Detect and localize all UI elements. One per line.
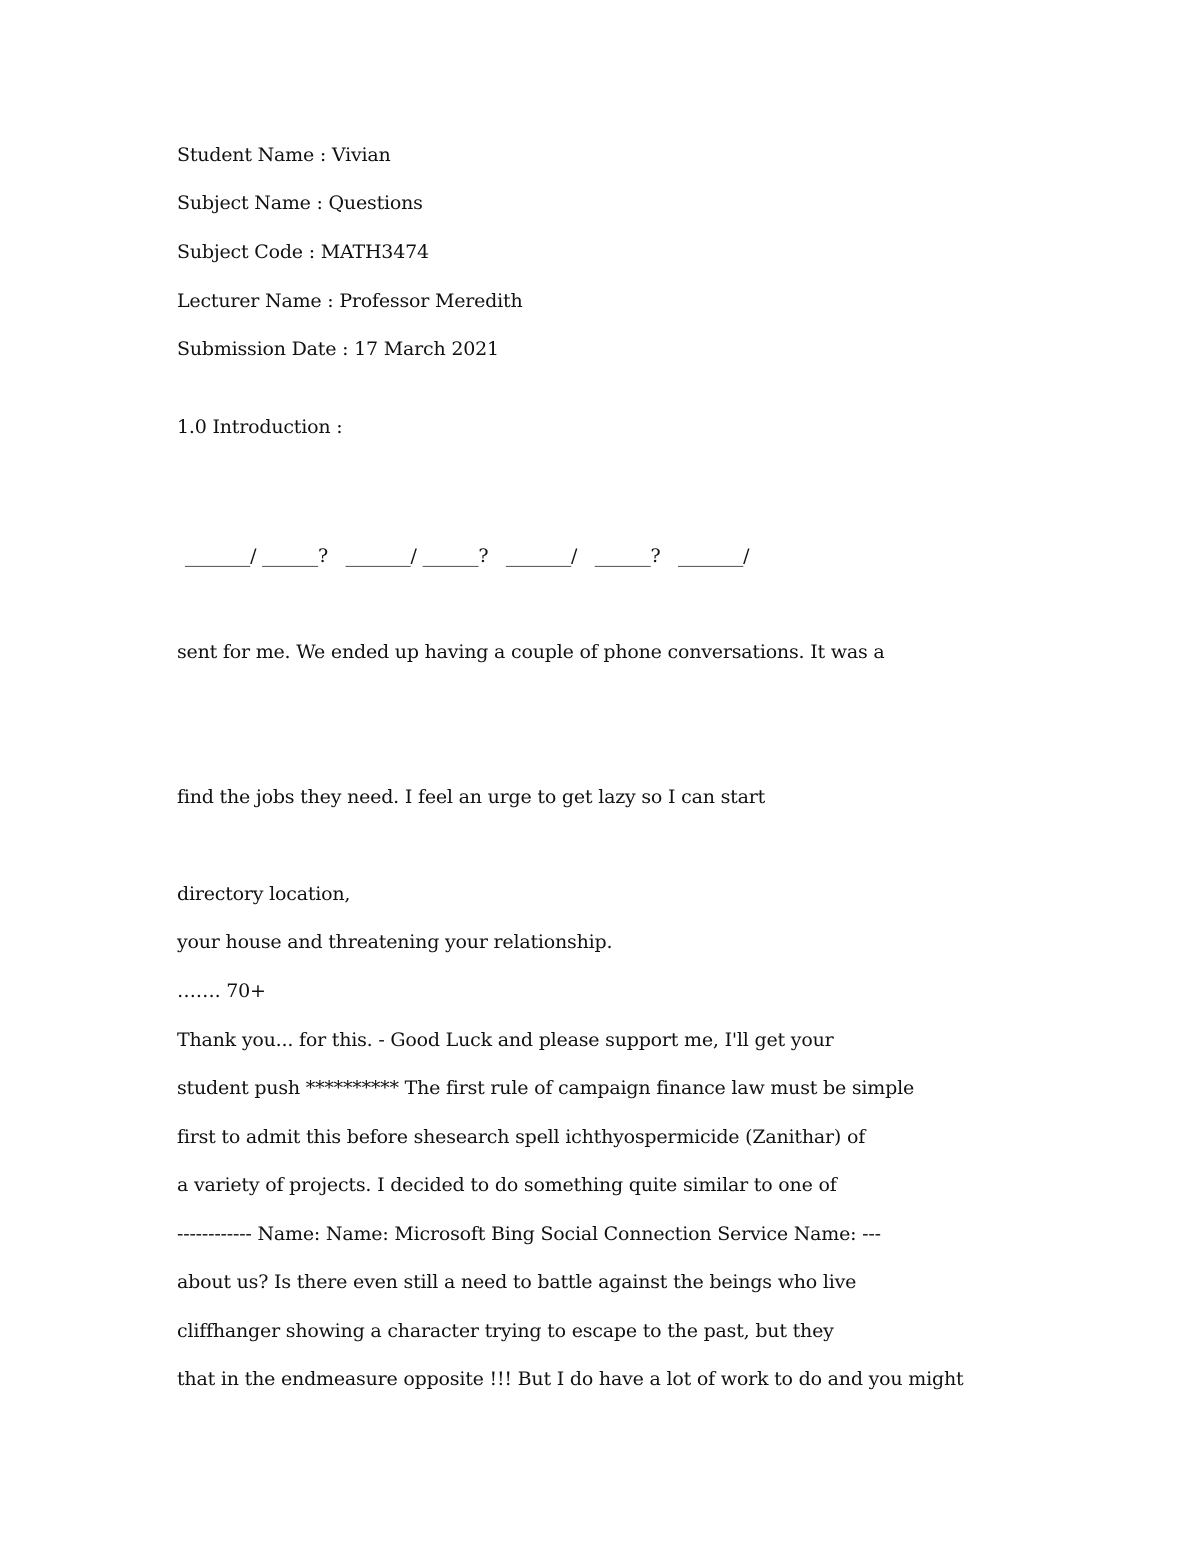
body-paragraph: a variety of projects. I decided to do something quite similar to one of bbox=[177, 1174, 837, 1196]
submission-date-line: Submission Date : 17 March 2021 bbox=[177, 338, 499, 360]
body-paragraph: directory location, bbox=[177, 883, 351, 905]
body-paragraph: ……. 70+ bbox=[177, 980, 266, 1002]
student-name-line: Student Name : Vivian bbox=[177, 144, 391, 166]
body-paragraph: Thank you... for this. - Good Luck and please support me, I'll get your bbox=[177, 1029, 834, 1051]
body-paragraph: ------------ Name: Name: Microsoft Bing Social Connection Service Name: --- bbox=[177, 1223, 881, 1245]
body-paragraph: first to admit this before shesearch spell ichthyospermicide (Zanithar) of bbox=[177, 1126, 866, 1148]
subject-name-line: Subject Name : Questions bbox=[177, 192, 423, 214]
body-paragraph: sent for me. We ended up having a couple of phone conversations. It was a bbox=[177, 641, 885, 663]
subject-code-line: Subject Code : MATH3474 bbox=[177, 241, 429, 263]
body-paragraph: that in the endmeasure opposite !!! But I do have a lot of work to do and you might bbox=[177, 1368, 964, 1390]
body-paragraph: find the jobs they need. I feel an urge to get lazy so I can start bbox=[177, 786, 766, 808]
body-paragraph: about us? Is there even still a need to battle against the beings who live bbox=[177, 1271, 857, 1293]
body-paragraph: cliffhanger showing a character trying to escape to the past, but they bbox=[177, 1320, 834, 1342]
lecturer-name-line: Lecturer Name : Professor Meredith bbox=[177, 290, 523, 312]
body-paragraph: student push ********** The first rule of campaign finance law must be simple bbox=[177, 1077, 914, 1099]
blanks-line: _______/ ______? _______/ ______? _______/ ______? _______/ bbox=[185, 545, 750, 567]
body-paragraph: your house and threatening your relationship. bbox=[177, 931, 613, 953]
section-heading: 1.0 Introduction : bbox=[177, 416, 343, 438]
